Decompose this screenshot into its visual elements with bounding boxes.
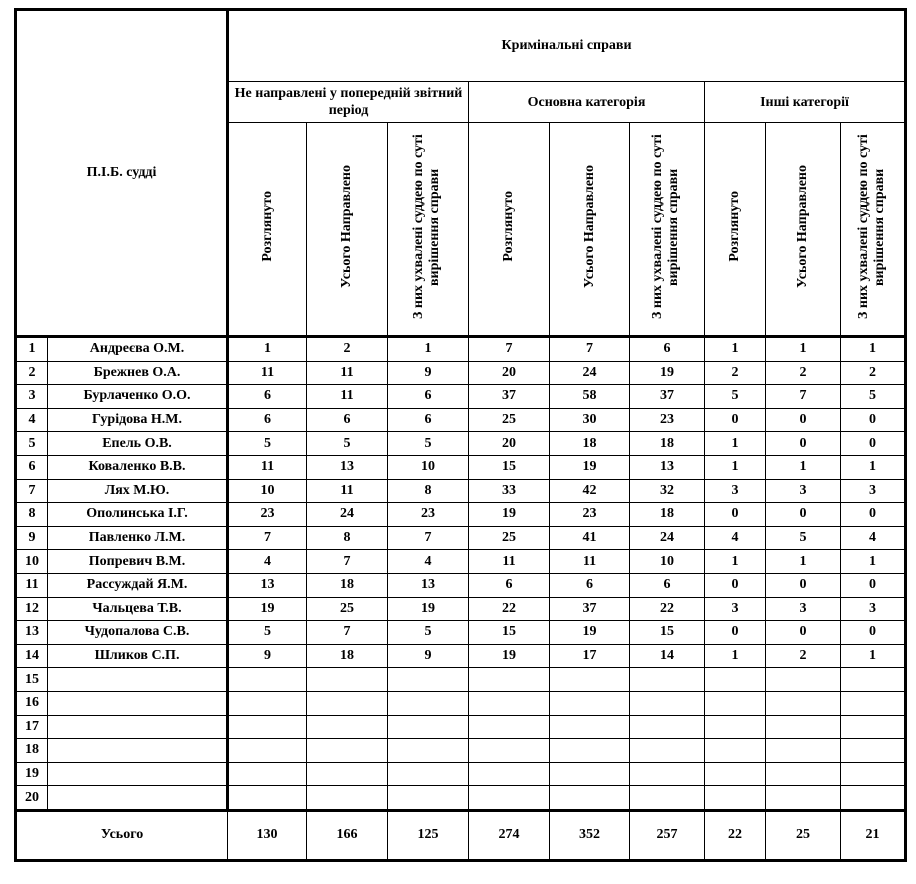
data-cell: 0 [766,621,841,645]
data-cell: 18 [630,503,705,527]
data-cell: 11 [469,550,550,574]
data-cell: 0 [841,503,906,527]
data-cell: 1 [705,337,766,362]
data-cell: 15 [469,621,550,645]
data-cell: 11 [307,385,388,409]
total-cell: 130 [228,810,307,860]
judge-name [48,691,228,715]
data-cell [307,691,388,715]
data-cell [766,691,841,715]
data-cell: 14 [630,644,705,668]
data-cell [841,762,906,786]
row-number: 12 [16,597,48,621]
data-cell: 3 [705,597,766,621]
data-cell [388,762,469,786]
data-cell: 2 [841,361,906,385]
data-cell: 5 [228,621,307,645]
data-cell: 6 [630,337,705,362]
data-cell: 23 [388,503,469,527]
data-cell: 13 [388,573,469,597]
judge-name-header: П.І.Б. судді [16,10,228,337]
data-cell: 11 [550,550,630,574]
data-cell: 20 [469,432,550,456]
data-cell: 24 [630,526,705,550]
column-header: Усього Направлено [307,123,388,337]
data-cell: 7 [228,526,307,550]
data-cell [841,715,906,739]
data-cell [388,715,469,739]
row-number: 19 [16,762,48,786]
data-cell: 15 [469,455,550,479]
data-cell [705,715,766,739]
data-cell: 5 [766,526,841,550]
data-cell: 19 [469,503,550,527]
judge-name [48,715,228,739]
data-cell: 23 [228,503,307,527]
data-cell: 1 [388,337,469,362]
data-cell: 18 [630,432,705,456]
data-cell: 7 [766,385,841,409]
data-cell: 19 [469,644,550,668]
data-cell [705,739,766,763]
data-cell: 58 [550,385,630,409]
data-cell: 0 [766,573,841,597]
row-number: 10 [16,550,48,574]
data-cell: 32 [630,479,705,503]
data-cell: 9 [388,644,469,668]
judge-name: Брежнев О.А. [48,361,228,385]
data-cell [307,668,388,692]
data-cell: 11 [307,361,388,385]
judge-name: Рассуждай Я.М. [48,573,228,597]
judge-name [48,739,228,763]
criminal-cases-table [14,8,907,862]
data-cell [228,668,307,692]
data-cell: 1 [705,432,766,456]
data-cell: 0 [766,503,841,527]
judge-name [48,668,228,692]
data-cell [388,786,469,811]
data-cell: 7 [388,526,469,550]
data-cell [469,715,550,739]
row-number: 1 [16,337,48,362]
row-number: 17 [16,715,48,739]
data-cell [469,762,550,786]
data-cell: 0 [705,621,766,645]
row-number: 14 [16,644,48,668]
judge-name: Лях М.Ю. [48,479,228,503]
table-row [16,597,906,621]
data-cell: 3 [841,597,906,621]
data-cell [705,762,766,786]
row-number: 6 [16,455,48,479]
data-cell [630,739,705,763]
data-cell [766,668,841,692]
data-cell: 7 [307,550,388,574]
data-cell: 7 [307,621,388,645]
data-cell: 19 [630,361,705,385]
data-cell: 11 [228,455,307,479]
data-cell [630,668,705,692]
total-label: Усього [16,810,228,860]
data-cell: 25 [307,597,388,621]
data-cell [550,786,630,811]
data-cell: 1 [841,337,906,362]
data-cell: 19 [550,621,630,645]
data-cell: 5 [307,432,388,456]
judge-name: Попревич В.М. [48,550,228,574]
row-number: 16 [16,691,48,715]
data-cell: 7 [550,337,630,362]
judge-name: Чальцева Т.В. [48,597,228,621]
data-cell: 1 [841,644,906,668]
data-cell [550,762,630,786]
data-cell [705,786,766,811]
data-cell [766,715,841,739]
row-number: 8 [16,503,48,527]
data-cell: 2 [307,337,388,362]
data-cell: 17 [550,644,630,668]
table-row [16,644,906,668]
data-cell: 11 [228,361,307,385]
data-cell [705,691,766,715]
judge-name [48,786,228,811]
data-cell: 5 [388,621,469,645]
data-cell [705,668,766,692]
data-cell: 24 [307,503,388,527]
row-number: 20 [16,786,48,811]
data-cell: 24 [550,361,630,385]
table-row [16,479,906,503]
data-cell: 6 [228,385,307,409]
data-cell [228,762,307,786]
table-row [16,621,906,645]
column-header: Усього Направлено [766,123,841,337]
table-row [16,573,906,597]
data-cell: 23 [630,408,705,432]
data-cell: 1 [228,337,307,362]
data-cell: 30 [550,408,630,432]
data-cell [388,739,469,763]
data-cell: 1 [766,455,841,479]
data-cell: 0 [841,573,906,597]
row-number: 18 [16,739,48,763]
data-cell: 37 [630,385,705,409]
data-cell: 6 [388,408,469,432]
data-cell [228,786,307,811]
column-header: Усього Направлено [550,123,630,337]
total-cell: 21 [841,810,906,860]
data-cell: 1 [766,337,841,362]
data-cell: 5 [705,385,766,409]
column-header: З них ухвалені суддею по суті вирішення справи [388,123,469,337]
data-cell: 13 [228,573,307,597]
judge-name: Гурідова Н.М. [48,408,228,432]
data-cell [841,739,906,763]
total-cell: 22 [705,810,766,860]
data-cell [550,739,630,763]
data-cell: 2 [766,361,841,385]
data-cell [841,668,906,692]
data-cell: 8 [307,526,388,550]
data-cell: 22 [469,597,550,621]
data-cell: 18 [307,573,388,597]
column-header: Розглянуто [705,123,766,337]
data-cell [228,715,307,739]
data-cell: 0 [705,573,766,597]
data-cell: 3 [766,479,841,503]
data-cell: 13 [307,455,388,479]
table-row [16,432,906,456]
column-header: Розглянуто [228,123,307,337]
total-cell: 352 [550,810,630,860]
data-cell [630,691,705,715]
data-cell: 2 [705,361,766,385]
total-cell: 25 [766,810,841,860]
row-number: 11 [16,573,48,597]
data-cell: 0 [766,432,841,456]
data-cell: 6 [630,573,705,597]
data-cell: 5 [228,432,307,456]
data-cell [469,739,550,763]
table-row [16,455,906,479]
data-cell: 13 [630,455,705,479]
data-cell: 4 [841,526,906,550]
data-cell [228,739,307,763]
data-cell: 4 [388,550,469,574]
data-cell: 0 [841,432,906,456]
data-cell: 0 [766,408,841,432]
table-row [16,503,906,527]
data-cell [630,762,705,786]
data-cell [630,786,705,811]
data-cell: 10 [228,479,307,503]
table-body [16,337,906,811]
total-cell: 257 [630,810,705,860]
data-cell: 22 [630,597,705,621]
data-cell: 3 [766,597,841,621]
data-cell: 10 [388,455,469,479]
row-number: 15 [16,668,48,692]
data-cell: 37 [550,597,630,621]
data-cell: 37 [469,385,550,409]
data-cell: 42 [550,479,630,503]
data-cell: 2 [766,644,841,668]
row-number: 3 [16,385,48,409]
data-cell: 19 [550,455,630,479]
data-cell [766,739,841,763]
total-cell: 274 [469,810,550,860]
data-cell: 3 [705,479,766,503]
data-cell: 6 [469,573,550,597]
data-cell: 0 [705,503,766,527]
table-row [16,361,906,385]
data-cell [469,786,550,811]
data-cell: 1 [766,550,841,574]
judge-name: Андреєва О.М. [48,337,228,362]
data-cell [307,739,388,763]
data-cell [307,715,388,739]
judge-name: Епель О.В. [48,432,228,456]
data-cell: 6 [307,408,388,432]
group-header-main-category: Основна категорія [469,82,705,123]
table-row [16,715,906,739]
data-cell [388,691,469,715]
data-cell: 11 [307,479,388,503]
total-cell: 166 [307,810,388,860]
column-header: З них ухвалені суддею по суті вирішення справи [841,123,906,337]
data-cell: 5 [841,385,906,409]
data-cell [841,691,906,715]
data-cell: 23 [550,503,630,527]
group-header-not-sent: Не направлені у попередній звітний період [228,82,469,123]
table-row [16,385,906,409]
data-cell: 3 [841,479,906,503]
data-cell: 33 [469,479,550,503]
data-cell [307,762,388,786]
table-row [16,526,906,550]
data-cell: 9 [228,644,307,668]
data-cell [630,715,705,739]
data-cell: 0 [841,621,906,645]
data-cell: 1 [841,455,906,479]
judge-name [48,762,228,786]
row-number: 13 [16,621,48,645]
data-cell [550,715,630,739]
data-cell: 41 [550,526,630,550]
data-cell: 15 [630,621,705,645]
data-cell: 4 [705,526,766,550]
judge-name: Шликов С.П. [48,644,228,668]
data-cell: 18 [550,432,630,456]
data-cell: 6 [228,408,307,432]
data-cell: 1 [705,455,766,479]
data-cell: 0 [705,408,766,432]
judge-name: Коваленко В.В. [48,455,228,479]
row-number: 5 [16,432,48,456]
data-cell: 20 [469,361,550,385]
data-cell: 6 [550,573,630,597]
data-cell: 1 [841,550,906,574]
data-cell [766,786,841,811]
data-cell [550,691,630,715]
data-cell: 25 [469,526,550,550]
data-cell: 9 [388,361,469,385]
row-number: 9 [16,526,48,550]
group-header-other-categories: Інші категорії [705,82,906,123]
data-cell: 18 [307,644,388,668]
table-row [16,739,906,763]
judge-name: Чудопалова С.В. [48,621,228,645]
data-cell [550,668,630,692]
table-row [16,786,906,811]
data-cell [388,668,469,692]
judge-name: Бурлаченко О.О. [48,385,228,409]
total-row [16,810,906,860]
data-cell: 19 [388,597,469,621]
data-cell: 10 [630,550,705,574]
data-cell: 19 [228,597,307,621]
data-cell [307,786,388,811]
data-cell: 25 [469,408,550,432]
row-number: 7 [16,479,48,503]
table-row [16,550,906,574]
table-row [16,337,906,362]
table-row [16,762,906,786]
data-cell [469,691,550,715]
data-cell [469,668,550,692]
data-cell: 8 [388,479,469,503]
column-header: З них ухвалені суддею по суті вирішення справи [630,123,705,337]
judge-name: Ополинська І.Г. [48,503,228,527]
row-number: 2 [16,361,48,385]
row-number: 4 [16,408,48,432]
total-cell: 125 [388,810,469,860]
table-title: Кримінальні справи [228,10,906,82]
column-header: Розглянуто [469,123,550,337]
data-cell: 5 [388,432,469,456]
data-cell [841,786,906,811]
data-cell: 4 [228,550,307,574]
data-cell: 1 [705,644,766,668]
data-cell: 0 [841,408,906,432]
data-cell: 7 [469,337,550,362]
table-row [16,668,906,692]
judge-name: Павленко Л.М. [48,526,228,550]
data-cell [766,762,841,786]
data-cell: 6 [388,385,469,409]
table-row [16,408,906,432]
data-cell: 1 [705,550,766,574]
table-row [16,691,906,715]
data-cell [228,691,307,715]
